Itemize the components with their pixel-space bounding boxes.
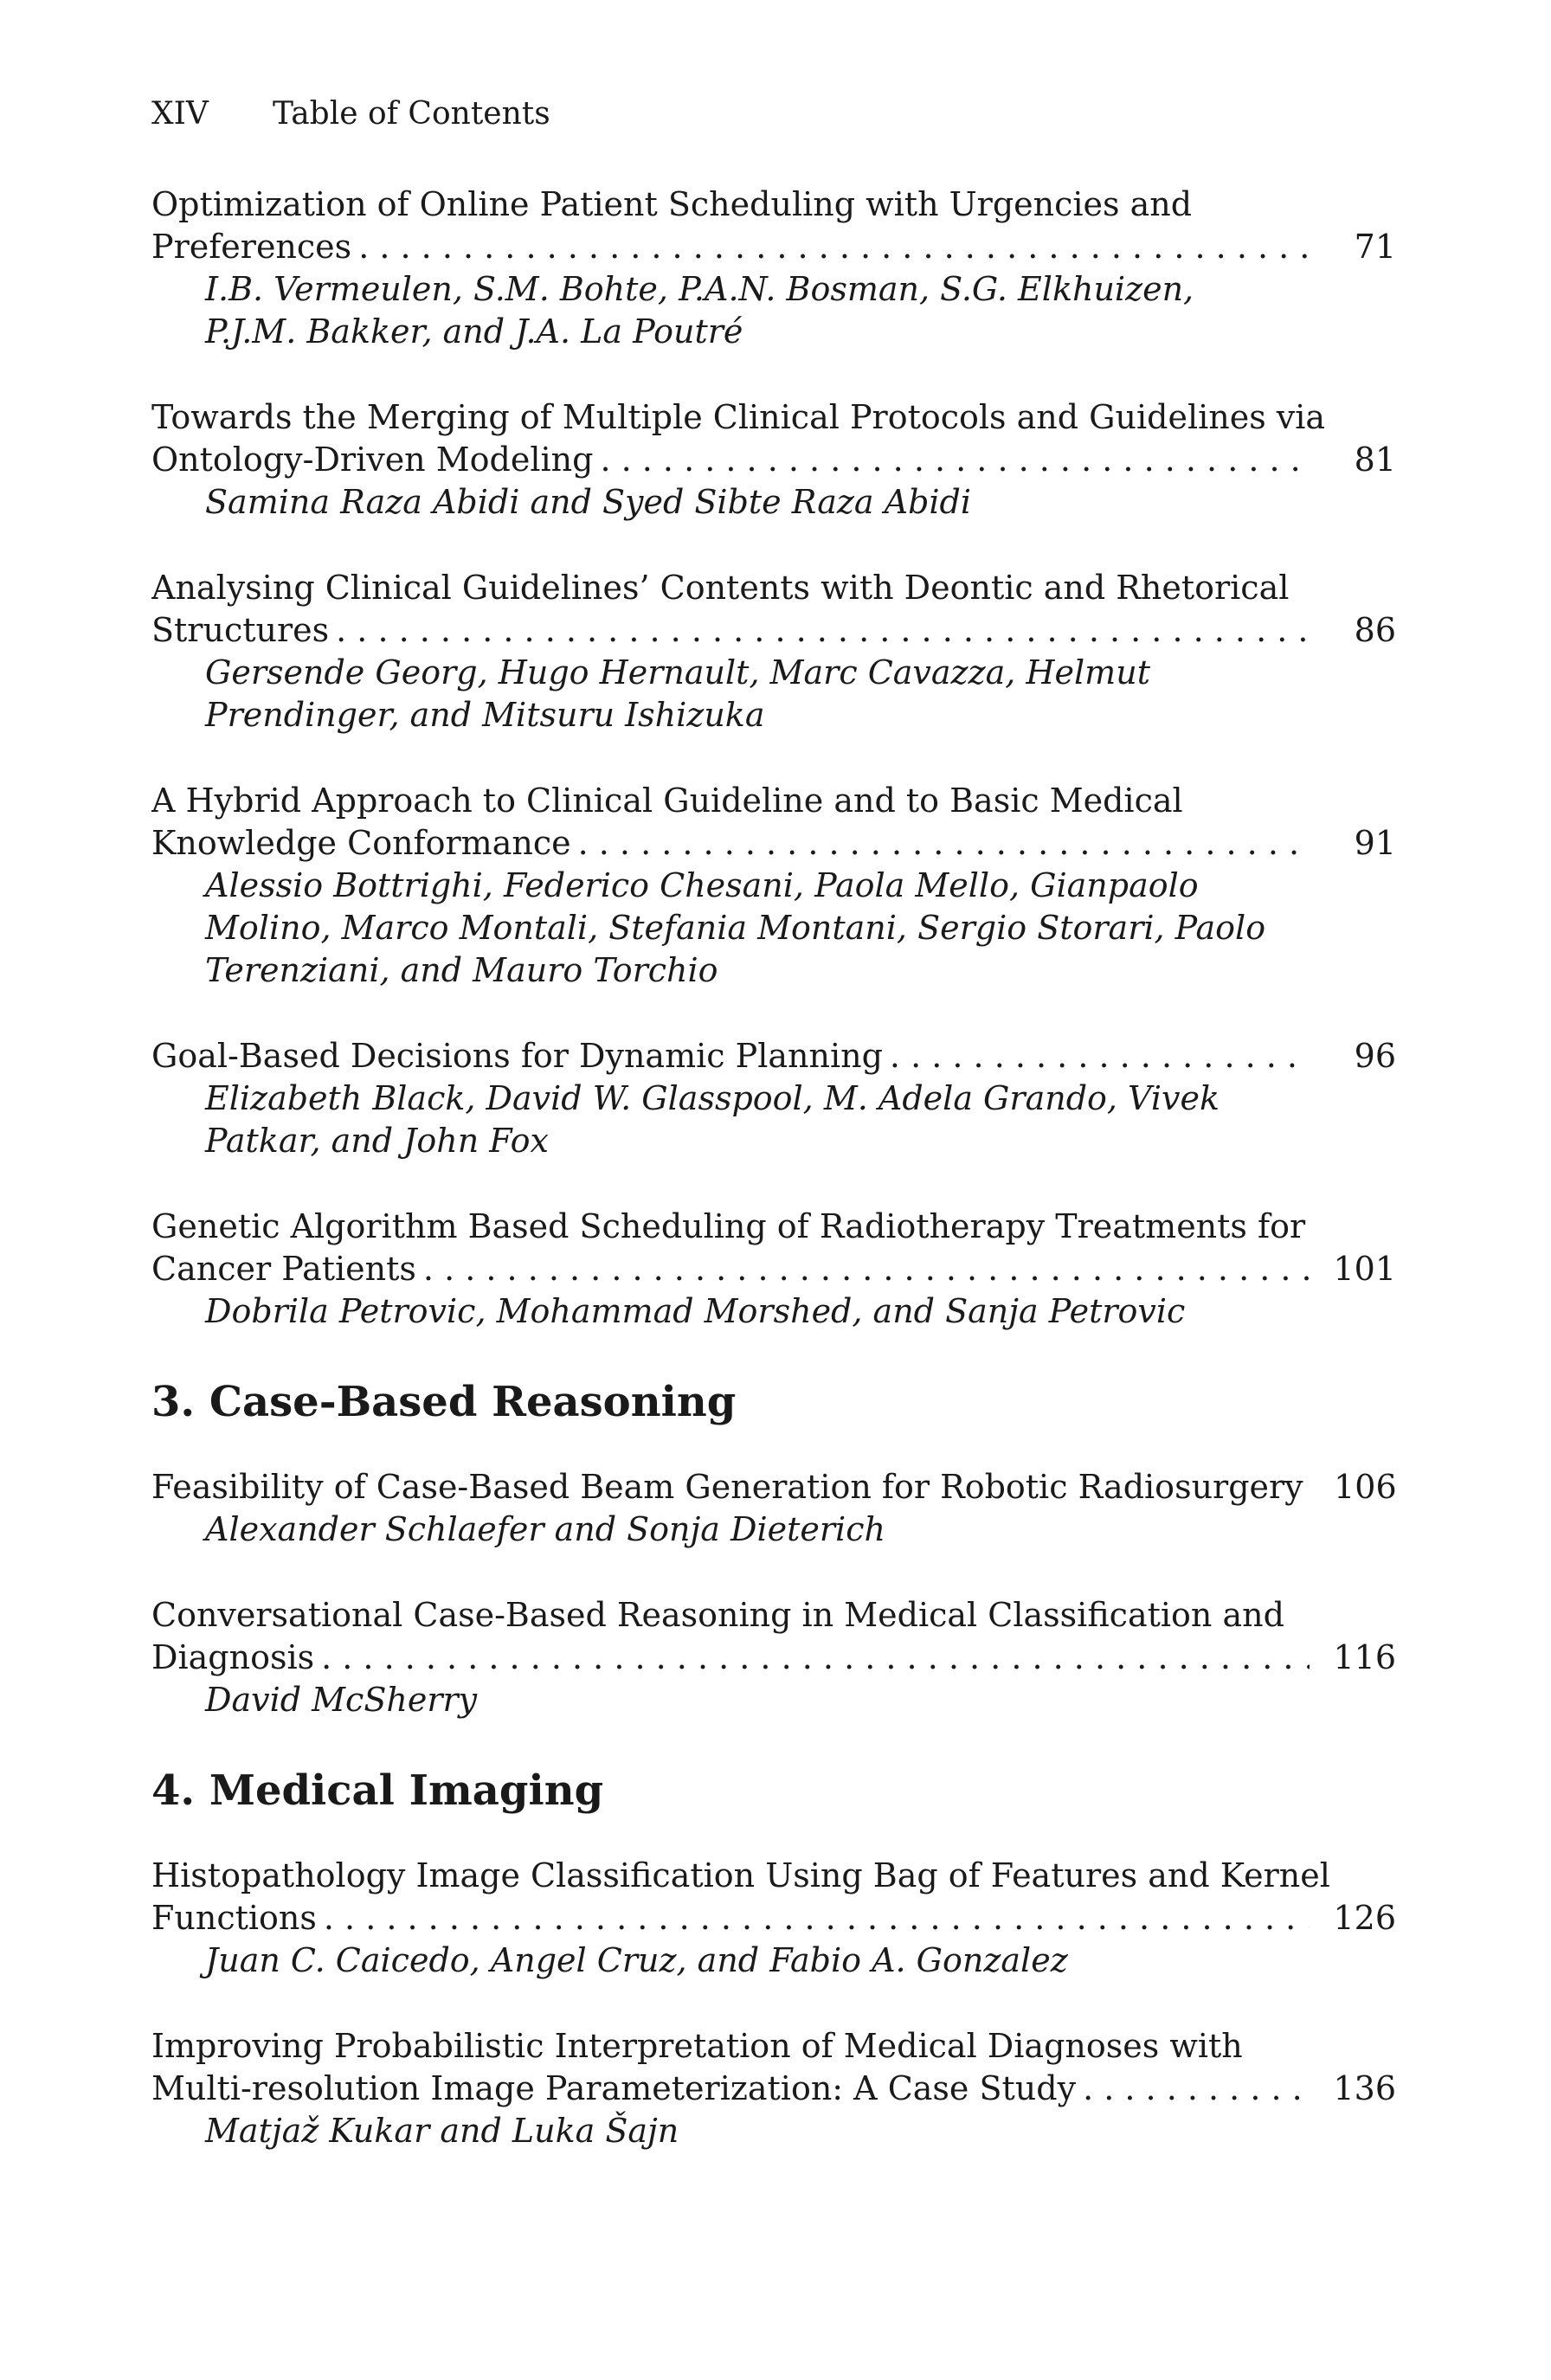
toc-entry-authors: Samina Raza Abidi and Syed Sibte Raza Abidi <box>205 483 972 521</box>
dot-leader <box>890 1035 1310 1077</box>
toc-entry-title-final-line <box>151 226 1396 268</box>
toc-entry-title: Multi-resolution Image Parameterization: A Case Study <box>151 2069 1077 2107</box>
dot-leader <box>578 822 1310 865</box>
toc-entries-section-4 <box>151 1855 1396 2152</box>
dot-leader <box>423 1248 1310 1290</box>
toc-entry-title-line: A Hybrid Approach to Clinical Guideline and to Basic Medical <box>151 782 1183 820</box>
toc-entries-section-3 <box>151 1466 1396 1721</box>
toc-entry-title-line: Analysing Clinical Guidelines’ Contents with Deontic and Rhetorical <box>151 569 1290 607</box>
toc-entry-title-final-line <box>151 439 1396 481</box>
toc-entry-title-final-line <box>151 1248 1396 1290</box>
toc-entry-title: Structures <box>151 611 330 649</box>
toc-entry-title-final-line <box>151 1035 1396 1077</box>
toc-entry-page-number: 126 <box>1333 1899 1396 1937</box>
toc-entry-title-line: Towards the Merging of Multiple Clinical Protocols and Guidelines via <box>151 398 1326 436</box>
toc-entry-authors: Gersende Georg, Hugo Hernault, Marc Cavazza, Helmut Prendinger, and Mitsuru Ishizuka <box>205 653 1150 734</box>
toc-entry[interactable] <box>151 396 1396 524</box>
dot-leader <box>336 609 1310 652</box>
running-title: Table of Contents <box>273 96 550 132</box>
toc-entry[interactable] <box>151 2025 1396 2152</box>
dot-leader <box>600 439 1310 481</box>
toc-entry-page-number: 71 <box>1354 228 1396 266</box>
toc-entry-title: Functions <box>151 1899 317 1937</box>
toc-entry-authors: Juan C. Caicedo, Angel Cruz, and Fabio A. Gonzalez <box>205 1941 1068 1979</box>
toc-entry[interactable] <box>151 567 1396 737</box>
toc-entry[interactable] <box>151 780 1396 992</box>
toc-entry-page-number: 136 <box>1333 2069 1396 2107</box>
toc-entry-title-line: Genetic Algorithm Based Scheduling of Radiotherapy Treatments for <box>151 1207 1306 1245</box>
toc-entry-title: Diagnosis <box>151 1638 315 1676</box>
toc-entry[interactable] <box>151 1206 1396 1333</box>
section-heading-medical-imaging: 4. Medical Imaging <box>151 1766 604 1815</box>
toc-entry-page-number: 116 <box>1333 1638 1396 1676</box>
toc-entry-page-number: 96 <box>1354 1037 1396 1075</box>
toc-entry-title: Goal-Based Decisions for Dynamic Planning <box>151 1037 883 1075</box>
toc-entry-page-number: 106 <box>1334 1468 1397 1506</box>
toc-entry[interactable] <box>151 1466 1396 1551</box>
toc-entry-authors: Matjaž Kukar and Luka Šajn <box>205 2112 679 2150</box>
toc-entries-section-2 <box>151 183 1396 1333</box>
toc-entry-authors: Elizabeth Black, David W. Glasspool, M. Adela Grando, Vivek Patkar, and John Fox <box>205 1079 1220 1160</box>
toc-entry-authors: Alessio Bottrighi, Federico Chesani, Paola Mello, Gianpaolo Molino, Marco Montali, Stefania Montani, Sergio Storari, Paolo Terenziani, and Mauro Torchio <box>205 866 1266 989</box>
toc-entry-page-number: 101 <box>1333 1250 1396 1288</box>
dot-leader <box>321 1637 1310 1679</box>
section-heading-case-based-reasoning: 3. Case-Based Reasoning <box>151 1378 737 1426</box>
toc-entry-title: Ontology-Driven Modeling <box>151 441 594 479</box>
toc-entry-title: Cancer Patients <box>151 1250 416 1288</box>
toc-entry-title-line: Histopathology Image Classification Using Bag of Features and Kernel <box>151 1856 1330 1894</box>
toc-entry-title-final-line <box>151 1897 1396 1939</box>
toc-entry-authors: I.B. Vermeulen, S.M. Bohte, P.A.N. Bosman, S.G. Elkhuizen, P.J.M. Bakker, and J.A. La Poutré <box>205 270 1194 351</box>
toc-entry-title-line: Optimization of Online Patient Scheduling with Urgencies and <box>151 185 1193 223</box>
toc-entry[interactable] <box>151 183 1396 353</box>
dot-leader <box>1083 2068 1310 2110</box>
running-head <box>151 95 550 133</box>
toc-entry[interactable] <box>151 1594 1396 1721</box>
toc-entry-title-final-line <box>151 1466 1396 1508</box>
toc-entry-page-number: 81 <box>1354 441 1396 479</box>
toc-entry-page-number: 91 <box>1354 824 1396 862</box>
toc-entry-title: Knowledge Conformance <box>151 824 571 862</box>
toc-entry-page-number: 86 <box>1354 611 1396 649</box>
toc-entry-title-final-line <box>151 2068 1396 2110</box>
page-folio: XIV <box>151 96 209 132</box>
toc-entry-title-final-line <box>151 1637 1396 1679</box>
toc-entry-authors: David McSherry <box>205 1681 478 1719</box>
table-of-contents <box>151 183 1396 2196</box>
dot-leader <box>324 1897 1310 1939</box>
toc-entry-authors: Alexander Schlaefer and Sonja Dieterich <box>205 1510 885 1548</box>
toc-entry-title-final-line <box>151 822 1396 865</box>
toc-entry-authors: Dobrila Petrovic, Mohammad Morshed, and Sanja Petrovic <box>205 1292 1186 1330</box>
toc-entry-title-line: Conversational Case-Based Reasoning in Medical Classification and <box>151 1596 1284 1634</box>
toc-entry[interactable] <box>151 1855 1396 1982</box>
toc-entry[interactable] <box>151 1035 1396 1162</box>
toc-entry-title-final-line <box>151 609 1396 652</box>
toc-entry-title-line: Improving Probabilistic Interpretation of Medical Diagnoses with <box>151 2027 1243 2065</box>
toc-entry-title: Feasibility of Case-Based Beam Generation for Robotic Radiosurgery <box>151 1468 1303 1506</box>
dot-leader <box>358 226 1310 268</box>
toc-entry-title: Preferences <box>151 228 352 266</box>
